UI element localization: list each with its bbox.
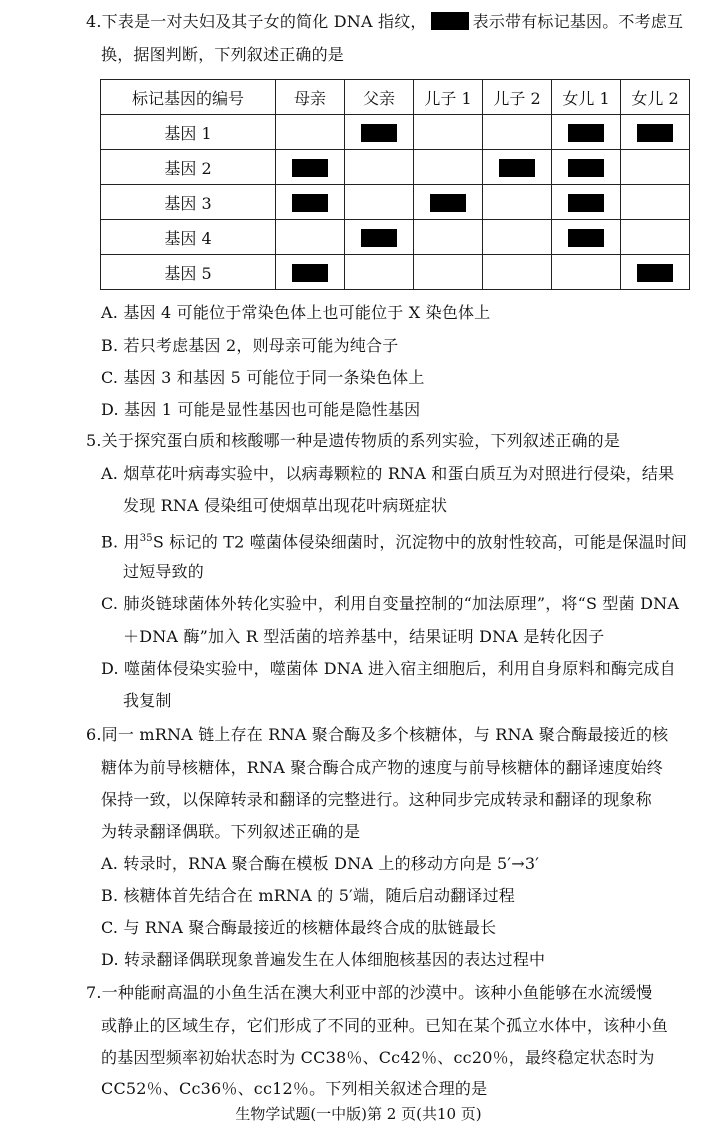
gene-label-cell: 基因 4 bbox=[101, 220, 276, 255]
marker-cell bbox=[414, 220, 483, 255]
table-header-cell: 女儿 2 bbox=[621, 80, 690, 115]
table-header-cell: 父亲 bbox=[345, 80, 414, 115]
marker-cell bbox=[483, 185, 552, 220]
marker-present-block bbox=[292, 194, 328, 212]
marker-present-block bbox=[292, 264, 328, 282]
q6-option-c: C. 与 RNA 聚合酶最接近的核糖体最终合成的肽链最长 bbox=[101, 918, 497, 937]
table-header-cell: 标记基因的编号 bbox=[101, 80, 276, 115]
q5-option-c-line1: C. 肺炎链球菌体外转化实验中，利用自变量控制的“加法原理”，将“S 型菌 DNA bbox=[101, 594, 680, 613]
page-footer: 生物学试题(一中版)第 2 页(共10 页) bbox=[235, 1105, 482, 1123]
marker-cell bbox=[276, 255, 345, 290]
q5-option-b-line1: B. 用$^{35}$S 标记的 T2 噬菌体侵染细菌时，沉淀物中的放射性较高，可能是保温时间 bbox=[101, 532, 688, 552]
q7-stem-line2: 或静止的区域生存，它们形成了不同的亚种。已知在某个孤立水体中，该种小鱼 bbox=[101, 1016, 669, 1035]
q6-stem-line4: 为转录翻译偶联。下列叙述正确的是 bbox=[101, 822, 361, 841]
table-header-cell: 母亲 bbox=[276, 80, 345, 115]
marker-cell bbox=[621, 185, 690, 220]
table-header-cell: 女儿 1 bbox=[552, 80, 621, 115]
marker-present-block bbox=[568, 194, 604, 212]
table-header-cell: 儿子 1 bbox=[414, 80, 483, 115]
marker-present-block bbox=[361, 229, 397, 247]
q5-option-b-line2: 过短导致的 bbox=[123, 562, 205, 581]
marker-cell bbox=[276, 115, 345, 150]
gene-label-cell: 基因 3 bbox=[101, 185, 276, 220]
marker-cell bbox=[552, 220, 621, 255]
marker-cell bbox=[345, 220, 414, 255]
marker-cell bbox=[552, 255, 621, 290]
marker-present-block bbox=[568, 229, 604, 247]
gene-label-cell: 基因 1 bbox=[101, 115, 276, 150]
marker-cell bbox=[345, 185, 414, 220]
gene-label-cell: 基因 2 bbox=[101, 150, 276, 185]
q6-option-a: A. 转录时，RNA 聚合酶在模板 DNA 上的移动方向是 5′→3′ bbox=[101, 854, 540, 873]
marker-present-block bbox=[637, 124, 673, 142]
q5-option-a-line2: 发现 RNA 侵染组可使烟草出现花叶病斑症状 bbox=[123, 496, 448, 515]
q4-option-a: A. 基因 4 可能位于常染色体上也可能位于 X 染色体上 bbox=[101, 303, 491, 322]
q5-option-d-line1: D. 噬菌体侵染实验中，噬菌体 DNA 进入宿主细胞后，利用自身原料和酶完成自 bbox=[101, 659, 676, 678]
q4-option-d: D. 基因 1 可能是显性基因也可能是隐性基因 bbox=[101, 400, 421, 419]
marker-cell bbox=[483, 115, 552, 150]
marker-legend-block bbox=[431, 12, 469, 30]
table-row bbox=[101, 185, 690, 220]
q5-stem: 5.关于探究蛋白质和核酸哪一种是遗传物质的系列实验，下列叙述正确的是 bbox=[86, 431, 621, 450]
marker-present-block bbox=[568, 124, 604, 142]
q6-stem-line3: 保持一致，以保障转录和翻译的完整进行。这种同步完成转录和翻译的现象称 bbox=[101, 790, 652, 809]
q4-option-b: B. 若只考虑基因 2，则母亲可能为纯合子 bbox=[101, 336, 399, 355]
q6-option-b: B. 核糖体首先结合在 mRNA 的 5′端，随后启动翻译过程 bbox=[101, 886, 515, 905]
marker-cell bbox=[414, 150, 483, 185]
dna-fingerprint-table bbox=[100, 79, 690, 290]
marker-cell bbox=[483, 220, 552, 255]
marker-cell bbox=[345, 150, 414, 185]
marker-cell bbox=[276, 220, 345, 255]
marker-cell bbox=[483, 255, 552, 290]
q6-stem-line1: 6.同一 mRNA 链上存在 RNA 聚合酶及多个核糖体，与 RNA 聚合酶最接近的核 bbox=[86, 725, 669, 744]
marker-cell bbox=[276, 185, 345, 220]
marker-cell bbox=[621, 220, 690, 255]
marker-present-block bbox=[568, 159, 604, 177]
marker-cell bbox=[621, 150, 690, 185]
marker-cell bbox=[621, 115, 690, 150]
marker-cell bbox=[552, 185, 621, 220]
table-row bbox=[101, 255, 690, 290]
q4-stem-line2: 换，据图判断，下列叙述正确的是 bbox=[101, 45, 345, 64]
gene-label-cell: 基因 5 bbox=[101, 255, 276, 290]
q4-option-c: C. 基因 3 和基因 5 可能位于同一条染色体上 bbox=[101, 368, 425, 387]
q6-option-d: D. 转录翻译偶联现象普遍发生在人体细胞核基因的表达过程中 bbox=[101, 950, 546, 969]
marker-cell bbox=[345, 115, 414, 150]
table-row bbox=[101, 150, 690, 185]
marker-cell bbox=[414, 115, 483, 150]
q7-stem-line4: CC52％、Cc36％、cc12％。下列相关叙述合理的是 bbox=[101, 1079, 488, 1098]
marker-cell bbox=[552, 115, 621, 150]
marker-present-block bbox=[361, 124, 397, 142]
q6-stem-line2: 糖体为前导核糖体，RNA 聚合酶合成产物的速度与前导核糖体的翻译速度始终 bbox=[101, 758, 663, 777]
q7-stem-line3: 的基因型频率初始状态时为 CC38％、Cc42％、cc20％，最终稳定状态时为 bbox=[101, 1048, 655, 1067]
table-header-cell: 儿子 2 bbox=[483, 80, 552, 115]
marker-present-block bbox=[499, 159, 535, 177]
table-row bbox=[101, 220, 690, 255]
q5-option-a-line1: A. 烟草花叶病毒实验中，以病毒颗粒的 RNA 和蛋白质互为对照进行侵染，结果 bbox=[101, 464, 675, 483]
marker-cell bbox=[414, 185, 483, 220]
marker-present-block bbox=[430, 194, 466, 212]
marker-cell bbox=[483, 150, 552, 185]
marker-cell bbox=[276, 150, 345, 185]
marker-cell bbox=[345, 255, 414, 290]
q7-stem-line1: 7.一种能耐高温的小鱼生活在澳大利亚中部的沙漠中。该种小鱼能够在水流缓慢 bbox=[86, 983, 653, 1002]
marker-cell bbox=[552, 150, 621, 185]
q5-option-d-line2: 我复制 bbox=[123, 691, 172, 710]
table-row bbox=[101, 115, 690, 150]
q4-stem-line1: 4.下表是一对夫妇及其子女的简化 DNA 指纹， 表示带有标记基因。不考虑互 bbox=[86, 12, 684, 31]
marker-present-block bbox=[292, 159, 328, 177]
marker-cell bbox=[414, 255, 483, 290]
marker-cell bbox=[621, 255, 690, 290]
marker-present-block bbox=[637, 264, 673, 282]
q5-option-c-line2: ＋DNA 酶”加入 R 型活菌的培养基中，结果证明 DNA 是转化因子 bbox=[123, 627, 605, 646]
table-header-row bbox=[101, 80, 690, 115]
